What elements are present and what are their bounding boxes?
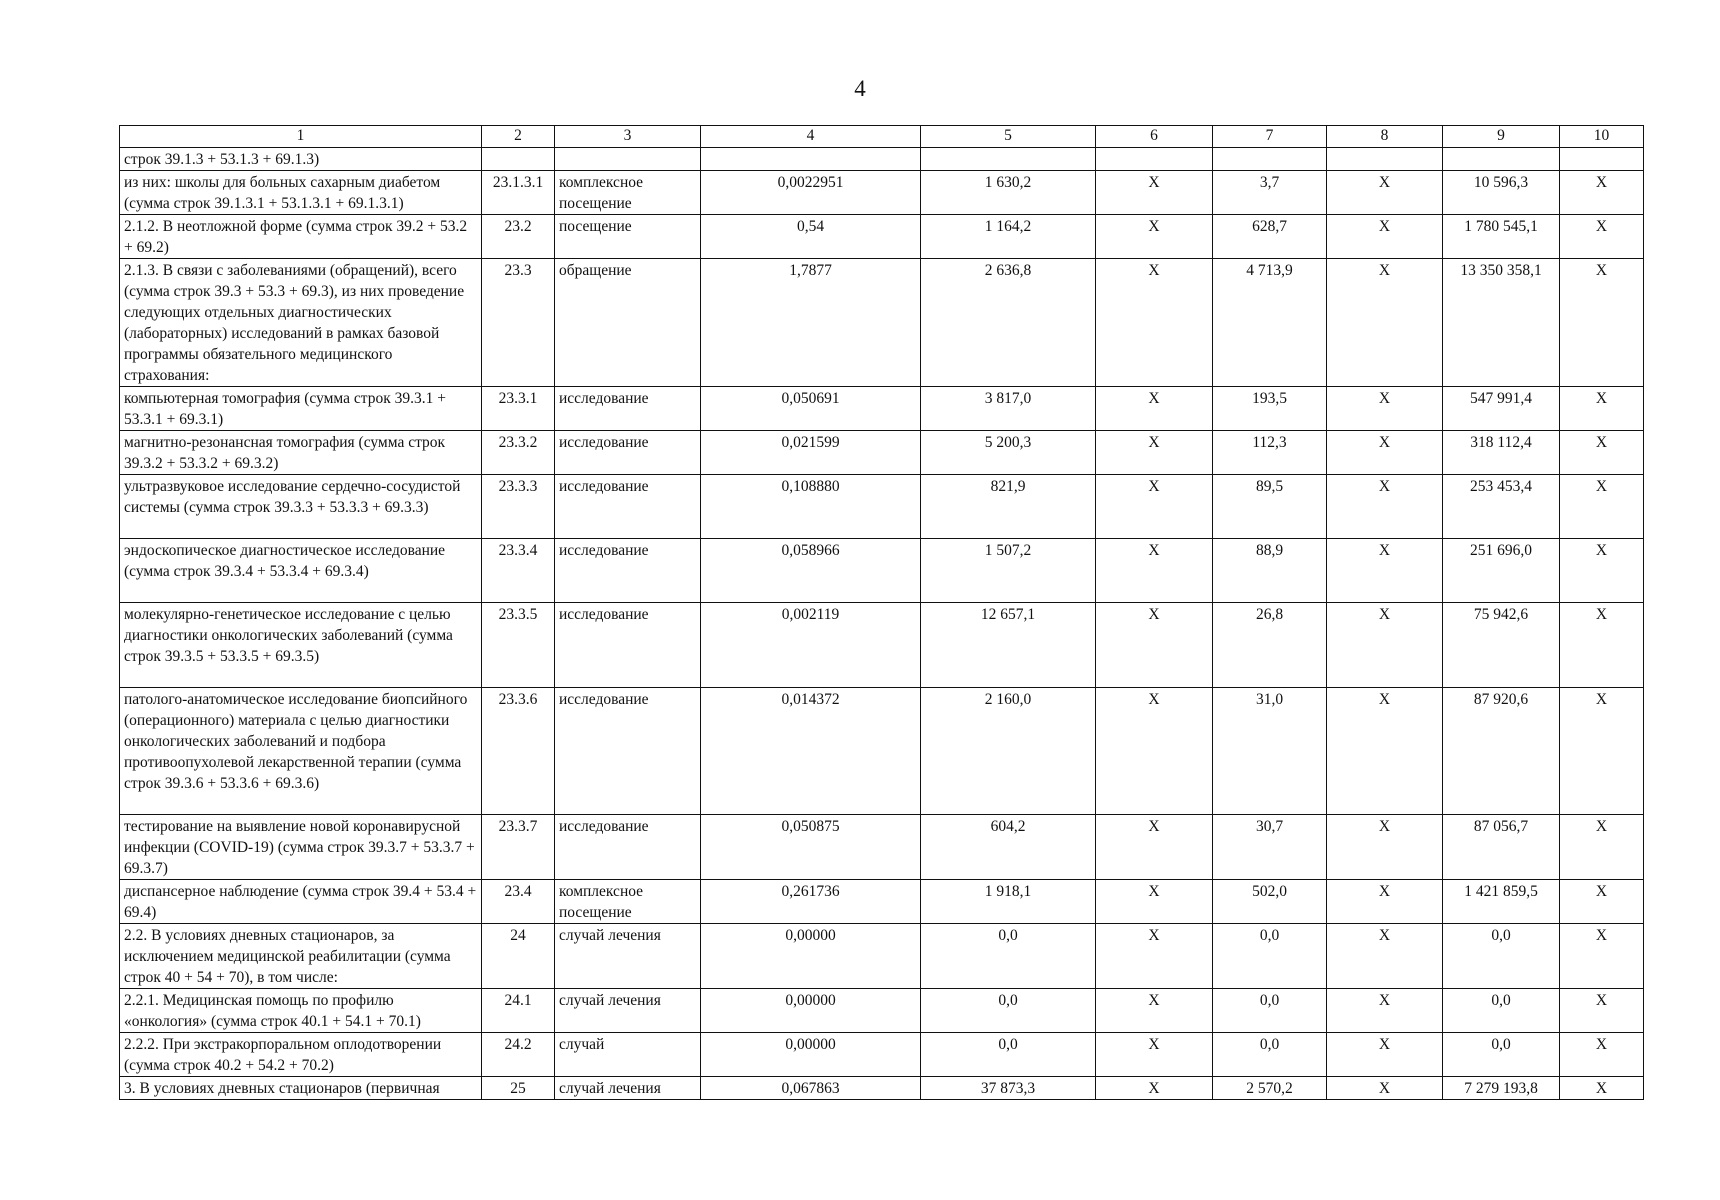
column-header: 8 — [1327, 126, 1443, 148]
table-header — [120, 126, 1644, 148]
table-cell: Х — [1096, 1077, 1213, 1100]
table-cell: 0,108880 — [701, 475, 921, 539]
table-cell: 23.3.1 — [482, 387, 555, 431]
table-cell: случай лечения — [555, 989, 701, 1033]
column-header: 6 — [1096, 126, 1213, 148]
table-row — [120, 815, 1644, 880]
table-cell: 0,00000 — [701, 989, 921, 1033]
table-cell: 251 696,0 — [1443, 539, 1560, 603]
table-cell: Х — [1096, 688, 1213, 815]
table-cell: 3,7 — [1213, 171, 1327, 215]
table-cell: Х — [1560, 815, 1644, 880]
table-cell — [1213, 148, 1327, 171]
row-label-cell: 2.1.3. В связи с заболеваниями (обращений), всего (сумма строк 39.3 + 53.3 + 69.3), из них проведение следующих отдельных диагностических (лабораторных) исследований в рамках базовой программы обязательного медицинского страхования: — [120, 259, 482, 387]
table-cell: 0,0 — [1213, 924, 1327, 989]
table-cell: Х — [1327, 815, 1443, 880]
row-label-cell: 3. В условиях дневных стационаров (первичная — [120, 1077, 482, 1100]
table-cell: 1 918,1 — [921, 880, 1096, 924]
table-cell — [1560, 148, 1644, 171]
table-row — [120, 924, 1644, 989]
table-cell: Х — [1560, 387, 1644, 431]
table-cell — [1443, 148, 1560, 171]
table-cell: 0,54 — [701, 215, 921, 259]
table-cell: Х — [1096, 924, 1213, 989]
table-cell: 10 596,3 — [1443, 171, 1560, 215]
table-cell: 0,0 — [921, 989, 1096, 1033]
table-cell — [701, 148, 921, 171]
table-cell: 23.3.3 — [482, 475, 555, 539]
table-cell: 2 570,2 — [1213, 1077, 1327, 1100]
table-cell: 89,5 — [1213, 475, 1327, 539]
row-label-cell: строк 39.1.3 + 53.1.3 + 69.1.3) — [120, 148, 482, 171]
table-cell: 37 873,3 — [921, 1077, 1096, 1100]
table-row — [120, 603, 1644, 688]
table-cell: 30,7 — [1213, 815, 1327, 880]
table-cell: Х — [1096, 475, 1213, 539]
table-cell: случай — [555, 1033, 701, 1077]
table-cell: 24 — [482, 924, 555, 989]
table-cell: Х — [1560, 171, 1644, 215]
table-cell: 23.4 — [482, 880, 555, 924]
row-label-cell: 2.2.2. При экстракорпоральном оплодотворении (сумма строк 40.2 + 54.2 + 70.2) — [120, 1033, 482, 1077]
table-cell: 24.1 — [482, 989, 555, 1033]
table-cell: Х — [1327, 215, 1443, 259]
table-cell: исследование — [555, 539, 701, 603]
table-cell: Х — [1096, 989, 1213, 1033]
table-cell: 23.3.7 — [482, 815, 555, 880]
table-cell: 3 817,0 — [921, 387, 1096, 431]
table-cell: Х — [1096, 431, 1213, 475]
table-cell: Х — [1560, 475, 1644, 539]
table-cell: Х — [1560, 259, 1644, 387]
column-header: 7 — [1213, 126, 1327, 148]
row-label-cell: ультразвуковое исследование сердечно-сосудистой системы (сумма строк 39.3.3 + 53.3.3 + 69.3.3) — [120, 475, 482, 539]
table-cell: 23.2 — [482, 215, 555, 259]
column-header: 5 — [921, 126, 1096, 148]
table-cell: 2 160,0 — [921, 688, 1096, 815]
table-row — [120, 880, 1644, 924]
row-label-cell: 2.2. В условиях дневных стационаров, за исключением медицинской реабилитации (сумма строк 40 + 54 + 70), в том числе: — [120, 924, 482, 989]
table-row — [120, 1033, 1644, 1077]
table-cell: 13 350 358,1 — [1443, 259, 1560, 387]
table-row — [120, 431, 1644, 475]
table-cell: 1 780 545,1 — [1443, 215, 1560, 259]
table-cell: 0,0 — [1213, 1033, 1327, 1077]
table-cell: Х — [1327, 475, 1443, 539]
table-cell — [555, 148, 701, 171]
table-cell: комплексное посещение — [555, 171, 701, 215]
table-cell: Х — [1560, 539, 1644, 603]
table-cell: посещение — [555, 215, 701, 259]
table-cell: 0,0 — [1213, 989, 1327, 1033]
table-cell: Х — [1327, 989, 1443, 1033]
table-cell: Х — [1327, 1033, 1443, 1077]
table-cell: исследование — [555, 387, 701, 431]
row-label-cell: молекулярно-генетическое исследование с целью диагностики онкологических заболеваний (сумма строк 39.3.5 + 53.3.5 + 69.3.5) — [120, 603, 482, 688]
table-cell: 0,058966 — [701, 539, 921, 603]
table-cell — [1096, 148, 1213, 171]
row-label-cell: 2.2.1. Медицинская помощь по профилю «онкология» (сумма строк 40.1 + 54.1 + 70.1) — [120, 989, 482, 1033]
table-cell: Х — [1560, 431, 1644, 475]
table-cell: 0,021599 — [701, 431, 921, 475]
table-cell: 1 164,2 — [921, 215, 1096, 259]
table-row — [120, 475, 1644, 539]
table-cell: 31,0 — [1213, 688, 1327, 815]
table-cell: 0,0 — [921, 1033, 1096, 1077]
row-label-cell: из них: школы для больных сахарным диабетом (сумма строк 39.1.3.1 + 53.1.3.1 + 69.1.3.1) — [120, 171, 482, 215]
table-cell: 88,9 — [1213, 539, 1327, 603]
table-cell: 318 112,4 — [1443, 431, 1560, 475]
table-cell: 547 991,4 — [1443, 387, 1560, 431]
column-header: 3 — [555, 126, 701, 148]
table-row — [120, 215, 1644, 259]
table-cell: 0,0022951 — [701, 171, 921, 215]
table-cell — [1327, 148, 1443, 171]
column-header: 4 — [701, 126, 921, 148]
table-cell: случай лечения — [555, 1077, 701, 1100]
table-cell: Х — [1327, 259, 1443, 387]
table-row — [120, 171, 1644, 215]
table-cell: Х — [1096, 880, 1213, 924]
table-cell: 75 942,6 — [1443, 603, 1560, 688]
table-row — [120, 989, 1644, 1033]
table-cell: 604,2 — [921, 815, 1096, 880]
table-cell: Х — [1096, 215, 1213, 259]
table-cell: 1 507,2 — [921, 539, 1096, 603]
table-cell: 0,002119 — [701, 603, 921, 688]
table-cell: 23.1.3.1 — [482, 171, 555, 215]
table-cell: 12 657,1 — [921, 603, 1096, 688]
table-cell: Х — [1327, 1077, 1443, 1100]
table-cell: 2 636,8 — [921, 259, 1096, 387]
row-label-cell: патолого-анатомическое исследование биопсийного (операционного) материала с целью диагностики онкологических заболеваний и подбора противоопухолевой лекарственной терапии (сумма строк 39.3.6 + 53.3.6 + 69.3.6) — [120, 688, 482, 815]
row-label-cell: тестирование на выявление новой коронавирусной инфекции (COVID-19) (сумма строк 39.3.7 + 53.3.7 + 69.3.7) — [120, 815, 482, 880]
table-cell: 1 421 859,5 — [1443, 880, 1560, 924]
row-label-cell: диспансерное наблюдение (сумма строк 39.4 + 53.4 + 69.4) — [120, 880, 482, 924]
table-cell: исследование — [555, 475, 701, 539]
table-row — [120, 148, 1644, 171]
table-cell: 25 — [482, 1077, 555, 1100]
table-cell: 23.3.2 — [482, 431, 555, 475]
table-cell: случай лечения — [555, 924, 701, 989]
table-cell: 0,00000 — [701, 1033, 921, 1077]
table-cell: Х — [1096, 1033, 1213, 1077]
table-cell: 112,3 — [1213, 431, 1327, 475]
table-cell: 0,00000 — [701, 924, 921, 989]
row-label-cell: магнитно-резонансная томография (сумма строк 39.3.2 + 53.3.2 + 69.3.2) — [120, 431, 482, 475]
page-number: 4 — [854, 76, 866, 101]
table-cell: 23.3 — [482, 259, 555, 387]
table-cell — [921, 148, 1096, 171]
table-cell: исследование — [555, 431, 701, 475]
table-cell: Х — [1327, 924, 1443, 989]
table-row — [120, 259, 1644, 387]
table-cell: исследование — [555, 815, 701, 880]
column-header: 10 — [1560, 126, 1644, 148]
table-cell: 193,5 — [1213, 387, 1327, 431]
table-row — [120, 387, 1644, 431]
table-cell: 5 200,3 — [921, 431, 1096, 475]
table-cell: 23.3.4 — [482, 539, 555, 603]
table-cell: 253 453,4 — [1443, 475, 1560, 539]
table-cell: Х — [1560, 924, 1644, 989]
table-cell: Х — [1560, 215, 1644, 259]
table-cell: 4 713,9 — [1213, 259, 1327, 387]
table-cell: 0,0 — [1443, 1033, 1560, 1077]
table-cell: 0,0 — [1443, 924, 1560, 989]
table-cell: 87 920,6 — [1443, 688, 1560, 815]
table-cell: исследование — [555, 688, 701, 815]
table-cell: Х — [1560, 1077, 1644, 1100]
row-label-cell: 2.1.2. В неотложной форме (сумма строк 39.2 + 53.2 + 69.2) — [120, 215, 482, 259]
table-cell: 1,7877 — [701, 259, 921, 387]
table-row — [120, 1077, 1644, 1100]
table-cell: 502,0 — [1213, 880, 1327, 924]
table-cell: Х — [1096, 539, 1213, 603]
table-cell: Х — [1096, 259, 1213, 387]
table-body — [120, 148, 1644, 1100]
column-header: 1 — [120, 126, 482, 148]
table-cell: 0,050691 — [701, 387, 921, 431]
table-cell: исследование — [555, 603, 701, 688]
column-header: 2 — [482, 126, 555, 148]
table-cell: обращение — [555, 259, 701, 387]
table-cell: Х — [1096, 171, 1213, 215]
table-cell: 24.2 — [482, 1033, 555, 1077]
table-cell: Х — [1096, 603, 1213, 688]
column-header: 9 — [1443, 126, 1560, 148]
table-cell: 26,8 — [1213, 603, 1327, 688]
table-cell: Х — [1327, 171, 1443, 215]
table-cell: 0,0 — [921, 924, 1096, 989]
table-row — [120, 539, 1644, 603]
table-cell: Х — [1560, 1033, 1644, 1077]
table-cell: 23.3.6 — [482, 688, 555, 815]
table-cell: 821,9 — [921, 475, 1096, 539]
table-cell: 0,050875 — [701, 815, 921, 880]
table-cell: Х — [1560, 688, 1644, 815]
table-cell: Х — [1096, 387, 1213, 431]
table-cell: Х — [1327, 539, 1443, 603]
table-cell: 0,067863 — [701, 1077, 921, 1100]
table-cell: 1 630,2 — [921, 171, 1096, 215]
table-cell: Х — [1327, 431, 1443, 475]
table-cell: 87 056,7 — [1443, 815, 1560, 880]
table-cell: Х — [1560, 880, 1644, 924]
table-cell: Х — [1327, 880, 1443, 924]
table-cell: 628,7 — [1213, 215, 1327, 259]
table-cell: 7 279 193,8 — [1443, 1077, 1560, 1100]
table-cell: Х — [1327, 387, 1443, 431]
table-row — [120, 688, 1644, 815]
table-cell: 23.3.5 — [482, 603, 555, 688]
table-cell: Х — [1327, 688, 1443, 815]
data-table — [119, 125, 1644, 1100]
table-cell: Х — [1327, 603, 1443, 688]
row-label-cell: эндоскопическое диагностическое исследование (сумма строк 39.3.4 + 53.3.4 + 69.3.4) — [120, 539, 482, 603]
row-label-cell: компьютерная томография (сумма строк 39.3.1 + 53.3.1 + 69.3.1) — [120, 387, 482, 431]
table-cell: комплексное посещение — [555, 880, 701, 924]
table-cell: 0,261736 — [701, 880, 921, 924]
table-cell: Х — [1096, 815, 1213, 880]
table-cell: Х — [1560, 989, 1644, 1033]
table-cell: Х — [1560, 603, 1644, 688]
table-cell: 0,014372 — [701, 688, 921, 815]
table-cell: 0,0 — [1443, 989, 1560, 1033]
table-cell — [482, 148, 555, 171]
